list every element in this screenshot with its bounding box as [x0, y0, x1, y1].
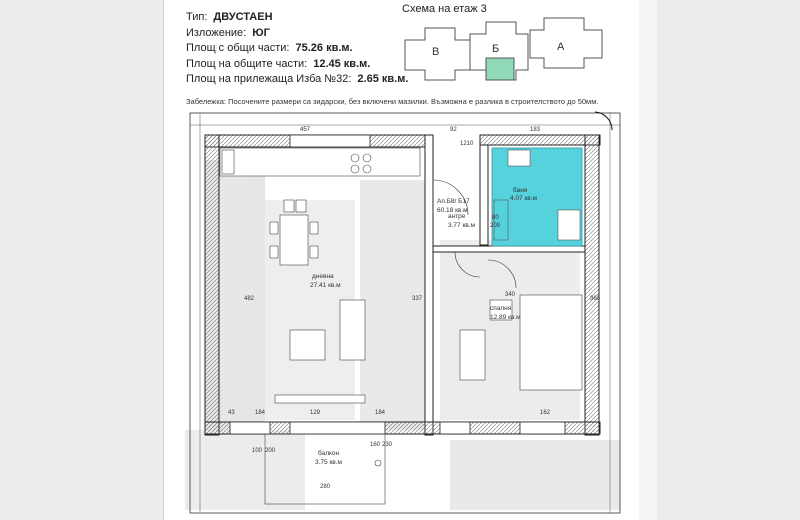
scheme-block-a [530, 18, 602, 68]
dim-bed-340: 340 [505, 292, 516, 298]
scheme-highlight-unit [486, 58, 514, 80]
dim-bottom-184: 184 [255, 410, 266, 416]
dim-mid-vertical: 337 [412, 296, 423, 302]
dim-win-200: 200 [265, 448, 276, 454]
dim-bottom-184b: 184 [375, 410, 386, 416]
common-area-value: 12.45 кв.м. [313, 57, 371, 70]
balcony-area: 3.75 кв.м [315, 459, 343, 466]
washing-machine-icon [558, 210, 580, 240]
scheme-label-v: В [432, 46, 440, 58]
type-value: ДВУСТАЕН [213, 11, 273, 23]
toilet-icon [508, 150, 530, 166]
gross-area-value: 75.26 кв.м. [295, 42, 353, 54]
dim-left-vertical: 482 [244, 296, 255, 302]
dim-bottom-43: 43 [228, 410, 235, 416]
storage-area-value: 2.65 кв.м. [357, 73, 409, 85]
floor-scheme-title: Схема на етаж 3 [402, 3, 487, 15]
bedroom-area: 12.89 кв.м [490, 314, 521, 321]
dim-top-mid: 92 [450, 127, 457, 133]
bathroom-name: баня [513, 187, 528, 194]
common-area-label: Площ на общите части: [186, 57, 308, 70]
scheme-label-b: Б [492, 43, 500, 55]
dim-bottom-162: 162 [540, 410, 551, 416]
living-room-name: дневна [312, 273, 334, 280]
scheme-block-v [405, 28, 475, 80]
exposure-label: Изложение: [186, 26, 247, 39]
apartment-label: Ап.Б8/ Б17 [437, 198, 470, 205]
bedroom-name: спалня [490, 305, 512, 312]
drain-icon [375, 460, 381, 466]
dim-bath-209: 209 [490, 223, 501, 229]
gross-area-label: Площ с общи части: [186, 42, 290, 54]
dim-win-100: 100 [252, 448, 263, 454]
apartment-area: 60.18 кв.м [437, 207, 468, 214]
dimension-note: Забележка: Посочените размери са зидарски, без включени мазилки. Възможна е разлика в строителството до 50мм. [186, 97, 599, 106]
entrance-name: антре [448, 213, 466, 220]
exposure-value: ЮГ [252, 26, 270, 39]
dim-right-vertical: 360 [590, 296, 601, 302]
dim-top-left: 457 [300, 127, 311, 133]
dim-bottom-129: 129 [310, 410, 321, 416]
dim-balcony-280: 280 [320, 484, 331, 490]
dim-win-160: 160 [370, 442, 381, 448]
balcony-name: балкон [318, 450, 340, 457]
entrance-area: 3.77 кв.м [448, 222, 476, 229]
dim-top-1210: 1210 [460, 141, 474, 147]
type-label: Тип: [186, 11, 208, 23]
bathroom-area: 4.07 кв.м [510, 195, 538, 202]
dim-top-right: 183 [530, 127, 541, 133]
scheme-label-a: А [557, 41, 565, 53]
storage-area-label: Площ на прилежаща Изба №32: [186, 73, 352, 85]
kitchen-counter [220, 148, 420, 176]
living-room-area: 27.41 кв.м [310, 282, 341, 289]
dim-win-230: 230 [382, 442, 393, 448]
dim-bath-80: 80 [492, 215, 499, 221]
